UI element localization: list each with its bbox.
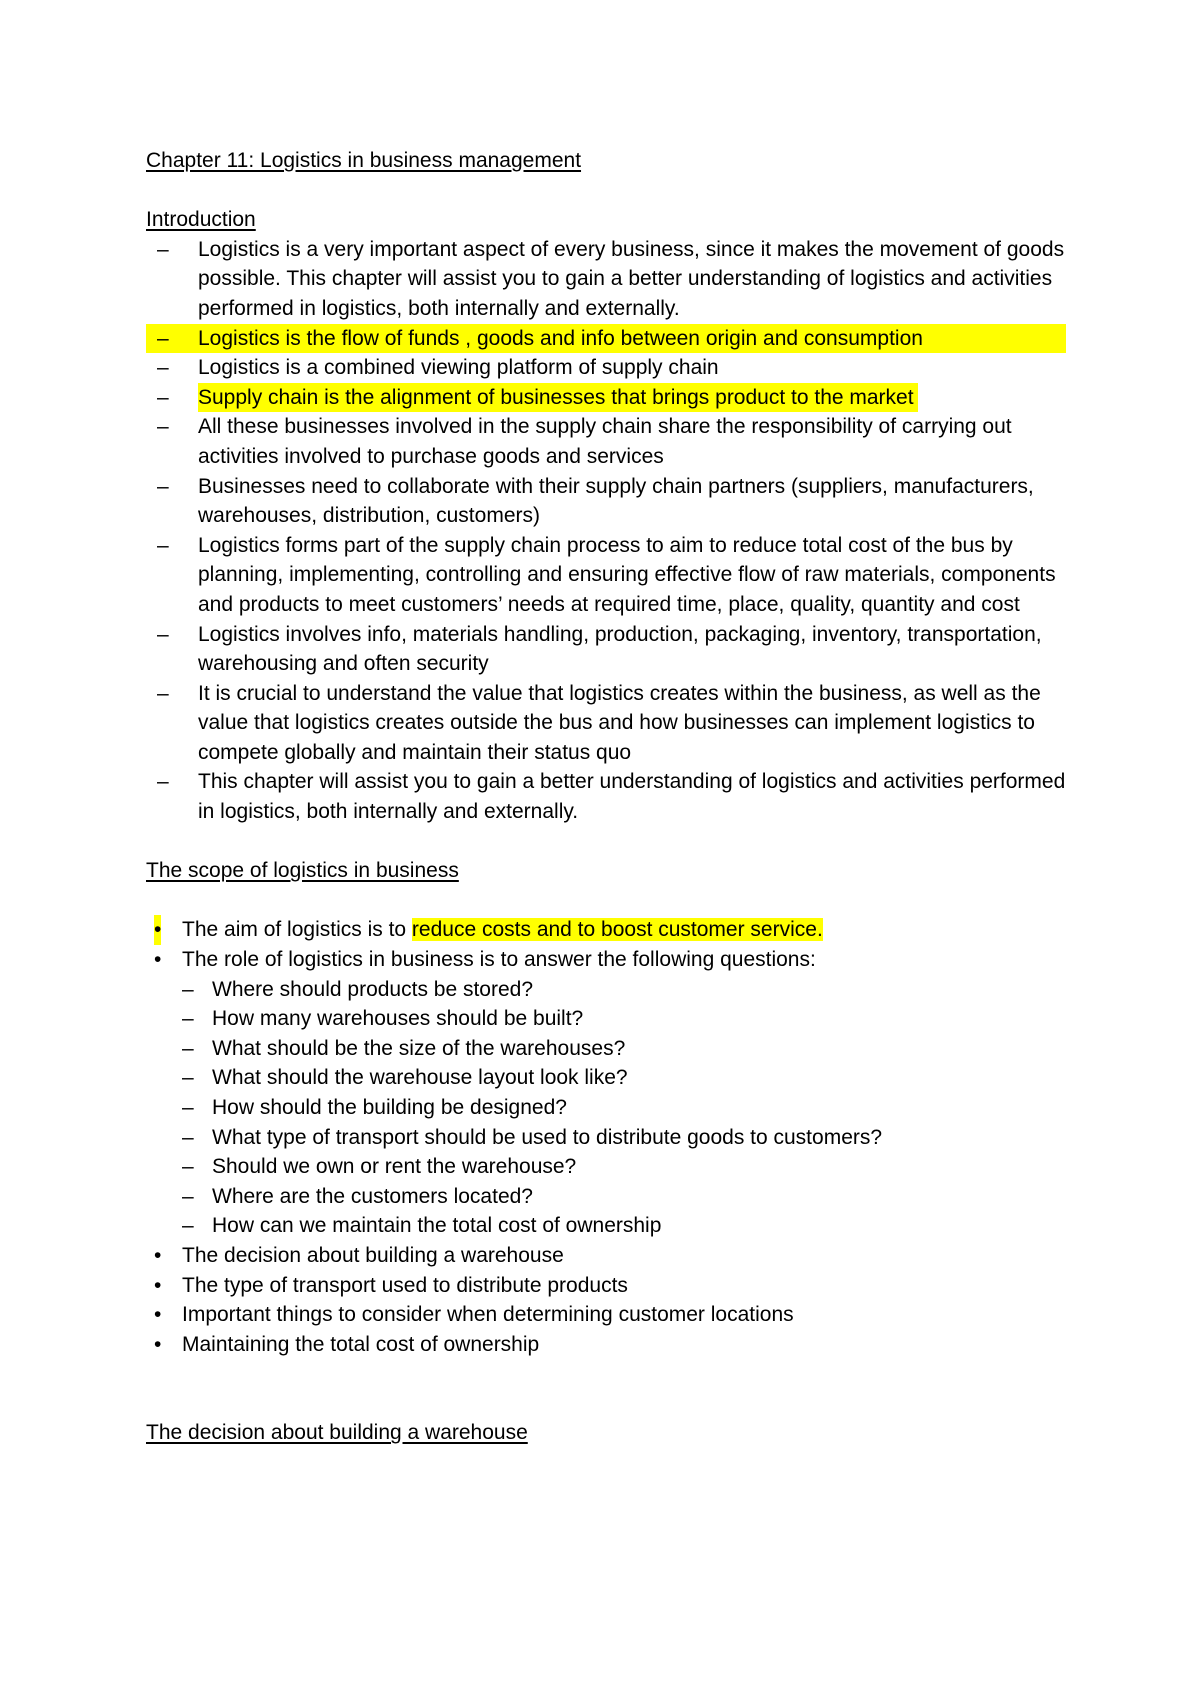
dash-marker: – bbox=[157, 770, 169, 794]
dash-marker: – bbox=[182, 1125, 194, 1149]
questions-list bbox=[146, 975, 1066, 1241]
dash-marker: – bbox=[157, 326, 169, 350]
dash-marker: – bbox=[157, 237, 169, 261]
section-heading-warehouse: The decision about building a warehouse bbox=[146, 1421, 528, 1445]
question-item bbox=[146, 1123, 1066, 1153]
list-item-text: Logistics is a very important aspect of every business, since it makes the movement of goods possible. This chapter will assist you to gain a better understanding of logistics and activities performed in logistics, both internally and externally. bbox=[198, 237, 1065, 320]
question-item bbox=[146, 1034, 1066, 1064]
list-item-highlighted bbox=[146, 324, 1066, 354]
list-item-highlighted bbox=[146, 383, 1066, 413]
spacer bbox=[146, 1359, 1066, 1418]
bullet-marker: • bbox=[154, 948, 162, 972]
topic-text: Important things to consider when determining customer locations bbox=[182, 1303, 794, 1327]
topic-item bbox=[146, 1330, 1066, 1360]
bullet-marker: • bbox=[154, 915, 161, 945]
question-text: How many warehouses should be built? bbox=[212, 1007, 584, 1031]
list-item-text: Businesses need to collaborate with their supply chain partners (suppliers, manufacturers, warehouses, distribution, customers) bbox=[198, 474, 1034, 528]
question-text: Where are the customers located? bbox=[212, 1184, 533, 1208]
list-item-text: Supply chain is the alignment of businesses that brings product to the market bbox=[198, 383, 918, 413]
bullet-marker: • bbox=[154, 1303, 162, 1327]
dash-marker: – bbox=[157, 622, 169, 646]
list-item bbox=[146, 767, 1066, 826]
question-item bbox=[146, 1182, 1066, 1212]
spacer bbox=[146, 886, 1066, 916]
list-item bbox=[146, 353, 1066, 383]
list-item-role bbox=[146, 945, 1066, 975]
question-item bbox=[146, 1211, 1066, 1241]
topic-text: Maintaining the total cost of ownership bbox=[182, 1332, 540, 1356]
scope-list bbox=[146, 915, 1066, 974]
list-item bbox=[146, 412, 1066, 471]
question-text: What type of transport should be used to distribute goods to customers? bbox=[212, 1125, 883, 1149]
list-item bbox=[146, 620, 1066, 679]
bullet-marker: • bbox=[154, 1332, 162, 1356]
spacer bbox=[146, 827, 1066, 857]
list-item-text: Logistics involves info, materials handling, production, packaging, inventory, transportation, warehousing and often security bbox=[198, 622, 1042, 676]
aim-prefix: The aim of logistics is to bbox=[182, 918, 412, 942]
question-text: What should be the size of the warehouses? bbox=[212, 1036, 626, 1060]
question-item bbox=[146, 1152, 1066, 1182]
dash-marker: – bbox=[182, 1214, 194, 1238]
list-item-text: The role of logistics in business is to answer the following questions: bbox=[182, 948, 816, 972]
chapter-title: Chapter 11: Logistics in business management bbox=[146, 149, 582, 172]
list-item-aim bbox=[146, 915, 1066, 945]
list-item bbox=[146, 472, 1066, 531]
list-item-text: Logistics forms part of the supply chain process to aim to reduce total cost of the bus by planning, implementing, controlling and ensuring effective flow of raw materials, components and products to meet customers’ needs at required time, place, quality, quantity and cost bbox=[198, 533, 1056, 616]
document-page bbox=[146, 146, 1066, 1448]
topic-item bbox=[146, 1271, 1066, 1301]
question-item bbox=[146, 1063, 1066, 1093]
list-item-text: Logistics is a combined viewing platform of supply chain bbox=[198, 356, 719, 380]
list-item bbox=[146, 235, 1066, 324]
dash-marker: – bbox=[182, 1007, 194, 1031]
list-item-text: All these businesses involved in the supply chain share the responsibility of carrying out activities involved to purchase goods and services bbox=[198, 415, 1012, 468]
dash-marker: – bbox=[182, 1096, 194, 1119]
dash-marker: – bbox=[157, 356, 169, 380]
bullet-marker: • bbox=[154, 1243, 162, 1267]
topic-item bbox=[146, 1300, 1066, 1330]
dash-marker: – bbox=[182, 1155, 194, 1179]
question-text: How can we maintain the total cost of ownership bbox=[212, 1214, 662, 1238]
introduction-list bbox=[146, 235, 1066, 827]
list-item-text: Logistics is the flow of funds , goods and info between origin and consumption bbox=[198, 326, 923, 350]
list-item-text: This chapter will assist you to gain a better understanding of logistics and activities performed in logistics, both internally and externally. bbox=[198, 770, 1066, 824]
topic-item bbox=[146, 1241, 1066, 1271]
section-heading-scope: The scope of logistics in business bbox=[146, 859, 459, 883]
spacer bbox=[146, 176, 1066, 206]
question-text: Should we own or rent the warehouse? bbox=[212, 1155, 577, 1179]
dash-marker: – bbox=[182, 977, 194, 1001]
question-item bbox=[146, 1004, 1066, 1034]
topic-text: The type of transport used to distribute products bbox=[182, 1273, 628, 1297]
question-item bbox=[146, 1093, 1066, 1123]
question-item bbox=[146, 975, 1066, 1005]
question-text: Where should products be stored? bbox=[212, 977, 534, 1001]
list-item bbox=[146, 679, 1066, 768]
dash-marker: – bbox=[182, 1036, 194, 1060]
dash-marker: – bbox=[157, 681, 169, 705]
bullet-marker: • bbox=[154, 1273, 162, 1297]
dash-marker: – bbox=[182, 1184, 194, 1208]
aim-highlighted-text: reduce costs and to boost customer service. bbox=[411, 918, 823, 942]
list-item bbox=[146, 531, 1066, 620]
dash-marker: – bbox=[182, 1066, 194, 1090]
section-heading-introduction: Introduction bbox=[146, 208, 256, 232]
dash-marker: – bbox=[157, 474, 169, 498]
topics-list bbox=[146, 1241, 1066, 1359]
topic-text: The decision about building a warehouse bbox=[182, 1243, 564, 1267]
dash-marker: – bbox=[157, 415, 169, 439]
list-item-text: It is crucial to understand the value that logistics creates within the business, as well as the value that logistics creates outside the bus and how businesses can implement logistics to compete globally and maintain their status quo bbox=[198, 681, 1041, 764]
dash-marker: – bbox=[157, 533, 169, 557]
dash-marker: – bbox=[157, 385, 169, 409]
question-text: What should the warehouse layout look like? bbox=[212, 1066, 628, 1090]
question-text: How should the building be designed? bbox=[212, 1096, 567, 1119]
